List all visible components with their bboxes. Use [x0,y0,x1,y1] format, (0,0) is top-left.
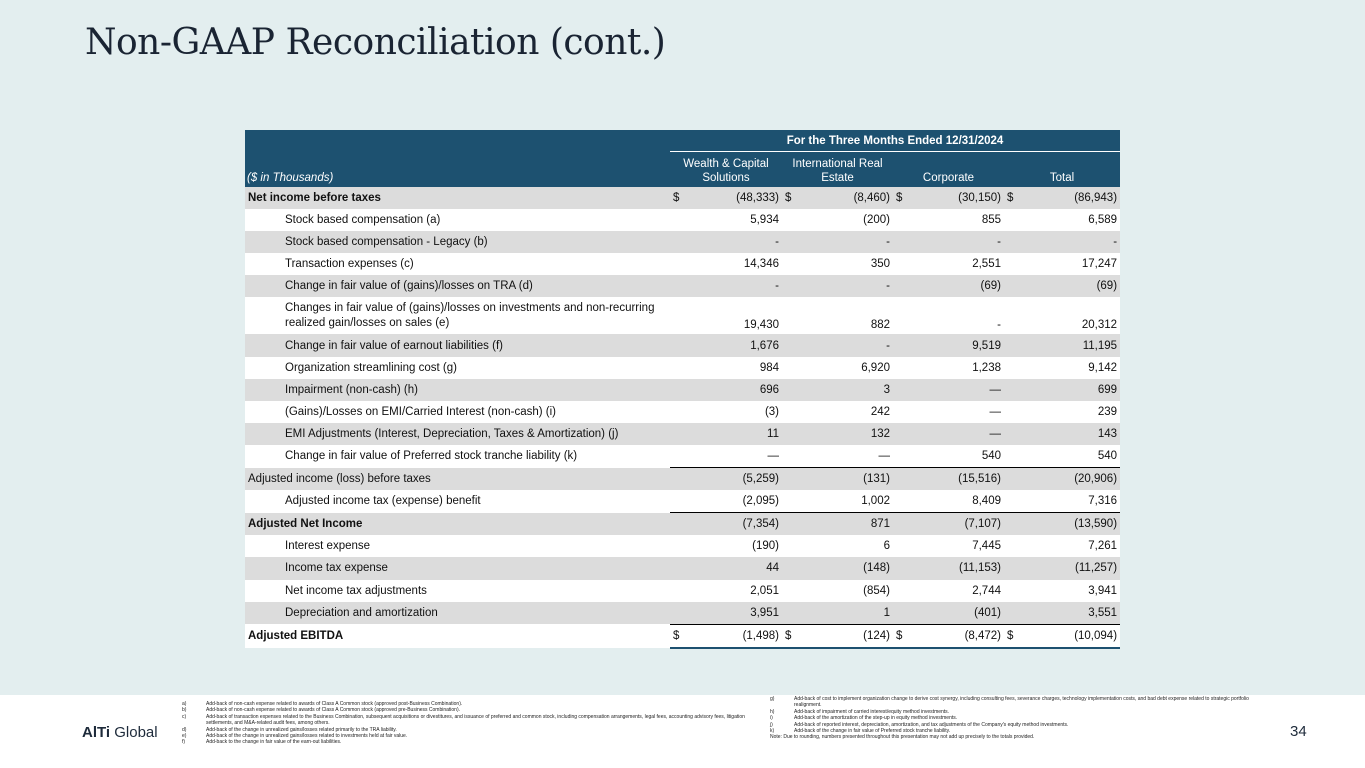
cell-value: 1,676 [684,334,782,356]
period-header-row [245,130,1120,152]
table-row [245,535,1120,557]
cell-value: 3,941 [1018,580,1120,602]
currency-symbol: $ [670,624,684,648]
row-label: EMI Adjustments (Interest, Depreciation, Taxes & Amortization) (j) [245,423,670,445]
cell-value: 7,261 [1018,535,1120,557]
column-header-corporate: Corporate [893,152,1004,188]
cell-value: 882 [796,297,893,334]
table-row [245,275,1120,297]
currency-symbol: $ [782,624,796,648]
cell-value: (86,943) [1018,187,1120,209]
cell-value: 2,551 [907,253,1004,275]
row-label: Change in fair value of Preferred stock tranche liability (k) [245,445,670,468]
cell-value: 871 [796,513,893,536]
cell-value: 143 [1018,423,1120,445]
cell-value: 7,445 [907,535,1004,557]
currency-symbol: $ [893,624,907,648]
cell-value: - [1018,231,1120,253]
cell-value: - [796,334,893,356]
cell-value: - [796,231,893,253]
table-row-adjusted-income-before-taxes [245,468,1120,491]
footnote: k) Add-back of the change in fair value of Preferred stock tranche liability. [770,728,951,735]
cell-value: — [907,401,1004,423]
row-label: Interest expense [245,535,670,557]
row-label: Adjusted income (loss) before taxes [245,468,670,491]
cell-value: 11,195 [1018,334,1120,356]
table-row [245,253,1120,275]
table-row [245,401,1120,423]
table-row [245,379,1120,401]
table-row [245,445,1120,468]
cell-value: 44 [684,557,782,579]
cell-value: (48,333) [684,187,782,209]
cell-value: (401) [907,602,1004,625]
row-label: Adjusted income tax (expense) benefit [245,490,670,513]
cell-value: - [684,231,782,253]
cell-value: 350 [796,253,893,275]
cell-value: 1 [796,602,893,625]
cell-value: 17,247 [1018,253,1120,275]
cell-value: — [907,423,1004,445]
cell-value: (1,498) [684,624,782,648]
currency-symbol: $ [782,187,796,209]
row-label: Adjusted EBITDA [245,624,670,648]
footnote: b) Add-back of non-cash expense related to awards of Class A Common stock (approved pre-Business Combination). [182,707,461,714]
row-label: Transaction expenses (c) [245,253,670,275]
row-label: Impairment (non-cash) (h) [245,379,670,401]
cell-value: 6,920 [796,357,893,379]
cell-value: (124) [796,624,893,648]
cell-value: 855 [907,209,1004,231]
cell-value: - [907,297,1004,334]
company-logo: AlTi Global [82,724,158,741]
footnote: e) Add-back of the change in unrealized gains/losses related to investments held at fair value. [182,733,408,740]
table-row [245,231,1120,253]
cell-value: 11 [684,423,782,445]
cell-value: (20,906) [1018,468,1120,491]
cell-value: 132 [796,423,893,445]
reconciliation-table [245,130,1120,649]
footnote: a) Add-back of non-cash expense related to awards of Class A Common stock (approved post-Business Combination). [182,701,463,707]
cell-value: 540 [907,445,1004,468]
footnote: c) Add-back of transaction expenses related to the Business Combination, subsequent acquisitions or divestitures, and issuance of preferred and common stock, including compensation arrangements, legal fees, accounting advisory fees, litigation settlements, and M&A-related audit fees, among others. [182,713,745,727]
currency-symbol: $ [670,187,684,209]
row-label: Adjusted Net Income [245,513,670,536]
table-row-net-income-before-taxes [245,187,1120,209]
cell-value: - [684,275,782,297]
cell-value: (69) [1018,275,1120,297]
currency-symbol: $ [1004,624,1018,648]
cell-value: 239 [1018,401,1120,423]
row-label: Changes in fair value of (gains)/losses on investments and non-recurring realized gain/losses on sales (e) [245,297,670,334]
row-label: Change in fair value of (gains)/losses on TRA (d) [245,275,670,297]
cell-value: - [907,231,1004,253]
cell-value: 699 [1018,379,1120,401]
cell-value: — [796,445,893,468]
footnote: i) Add-back of the amortization of the step-up in equity method investments. [770,715,958,722]
page-number: 34 [1290,723,1307,740]
cell-value: 3 [796,379,893,401]
table-row-adjusted-net-income [245,513,1120,536]
cell-value: (5,259) [684,468,782,491]
cell-value: (8,472) [907,624,1004,648]
currency-symbol: $ [893,187,907,209]
cell-value: (30,150) [907,187,1004,209]
column-header-row [245,152,1120,188]
cell-value: (3) [684,401,782,423]
cell-value: (190) [684,535,782,557]
cell-value: 3,951 [684,602,782,625]
cell-value: 19,430 [684,297,782,334]
unit-label: ($ in Thousands) [245,152,670,188]
cell-value: — [684,445,782,468]
cell-value: 540 [1018,445,1120,468]
cell-value: 9,519 [907,334,1004,356]
row-label: (Gains)/Losses on EMI/Carried Interest (non-cash) (i) [245,401,670,423]
table-row [245,297,1120,334]
row-label: Change in fair value of earnout liabilities (f) [245,334,670,356]
cell-value: (854) [796,580,893,602]
row-label: Stock based compensation (a) [245,209,670,231]
row-label: Organization streamlining cost (g) [245,357,670,379]
cell-value: (11,153) [907,557,1004,579]
cell-value: 2,744 [907,580,1004,602]
cell-value: (7,107) [907,513,1004,536]
cell-value: (200) [796,209,893,231]
cell-value: 242 [796,401,893,423]
cell-value: (131) [796,468,893,491]
cell-value: 6,589 [1018,209,1120,231]
table-row [245,334,1120,356]
column-header-wealth-capital: Wealth & Capital Solutions [670,152,782,188]
cell-value: (148) [796,557,893,579]
cell-value: (7,354) [684,513,782,536]
cell-value: (10,094) [1018,624,1120,648]
cell-value: 1,238 [907,357,1004,379]
footnotes-right [770,696,1270,741]
table-row [245,490,1120,513]
cell-value: 5,934 [684,209,782,231]
cell-value: - [796,275,893,297]
table-row [245,580,1120,602]
cell-value: 2,051 [684,580,782,602]
cell-value: — [907,379,1004,401]
row-label: Stock based compensation - Legacy (b) [245,231,670,253]
row-label: Income tax expense [245,557,670,579]
cell-value: 1,002 [796,490,893,513]
column-header-international-real-estate: International Real Estate [782,152,893,188]
cell-value: 696 [684,379,782,401]
row-label: Depreciation and amortization [245,602,670,625]
footnote: h) Add-back of impairment of carried interest/equity method investments. [770,708,950,715]
cell-value: 14,346 [684,253,782,275]
cell-value: 6 [796,535,893,557]
cell-value: 8,409 [907,490,1004,513]
cell-value: (11,257) [1018,557,1120,579]
footnote: d) Add-back of the change in unrealized gains/losses related primarily to the TRA liability. [182,726,397,733]
cell-value: 7,316 [1018,490,1120,513]
footnote: g) Add-back of cost to implement organization change to derive cost synergy, including consulting fees, severance charges, technology implementation costs, and bad debt expense related to strategic portfolio realignment. [770,696,1249,709]
currency-symbol: $ [1004,187,1018,209]
cell-value: (8,460) [796,187,893,209]
table-row [245,209,1120,231]
table-row [245,423,1120,445]
table-row-adjusted-ebitda [245,624,1120,648]
cell-value: (15,516) [907,468,1004,491]
footnotes-left [182,701,762,746]
page-title: Non-GAAP Reconciliation (cont.) [85,22,666,63]
cell-value: 3,551 [1018,602,1120,625]
cell-value: (69) [907,275,1004,297]
cell-value: 9,142 [1018,357,1120,379]
period-header: For the Three Months Ended 12/31/2024 [670,130,1120,152]
row-label: Net income tax adjustments [245,580,670,602]
table-row [245,357,1120,379]
row-label: Net income before taxes [245,187,670,209]
column-header-total: Total [1004,152,1120,188]
cell-value: (2,095) [684,490,782,513]
cell-value: 20,312 [1018,297,1120,334]
rounding-note: Note: Due to rounding, numbers presented throughout this presentation may not add up precisely to the totals provided. [770,734,1035,741]
footnote: j) Add-back of reported interest, depreciation, amortization, and tax adjustments of the Company's equity method investments. [770,721,1069,728]
cell-value: 984 [684,357,782,379]
cell-value: (13,590) [1018,513,1120,536]
table-row [245,602,1120,625]
footnote: f) Add-back to the change in fair value of the earn-out liabilities. [182,739,342,746]
table-row [245,557,1120,579]
